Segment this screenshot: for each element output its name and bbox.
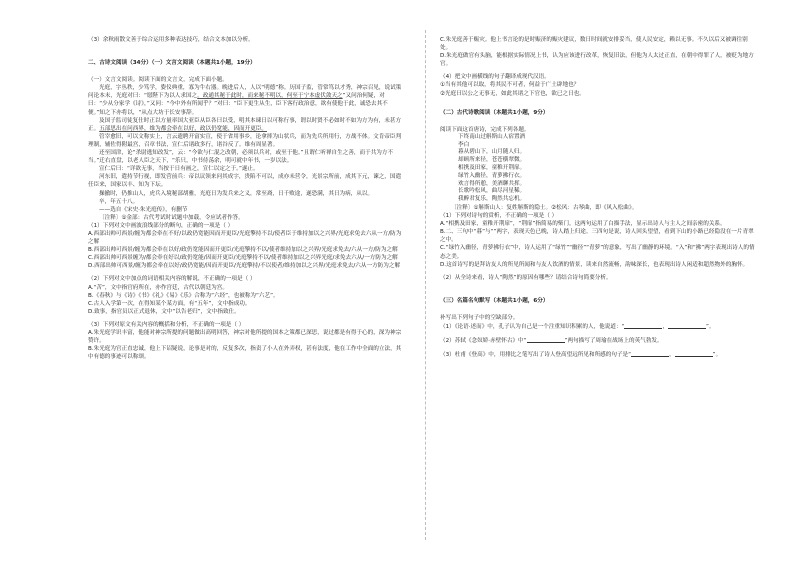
poem-line: 绿竹入幽径，青萝拂行衣。 — [458, 172, 526, 179]
question-2: （2）下列对文中加点的词语相关内容的解说，不正确的一项是（ ） — [88, 276, 256, 283]
passage-paragraph — [88, 190, 404, 198]
passage-intro: （一）文言文阅读。阅读下面的文言文，完成下面小题。 — [88, 77, 228, 84]
option: D.西部出帅可西景/缠为都会牵在以好/政仍宽能/因而开更臣/光庭擎持/不以使者/维持加以之兴界/光庭求免去/六从一方防为之解 — [88, 263, 401, 270]
question-2-options — [88, 284, 404, 316]
answer-blank-1b[interactable] — [668, 322, 706, 329]
poem-line: 暮从碧山下，山月随人归。 — [458, 149, 526, 156]
passage-source: ——选自《宋史·朱光庭传》，有删节 — [99, 206, 188, 213]
option: C.朱光庭善于赈灾。他上书言论的是时赈济的赈灾建议，数日时间就安排妥当，使人民安定，赖以无事。不久以后又被调往别处。 — [440, 37, 748, 52]
passage-paragraph — [88, 117, 404, 133]
option: C.西部出帅可西景缠为/都会牵在好以/政仍宽能/因而开更臣/光庭擎持不以/使者维持加以之兴界光庭/求免去六从/一方防为之解 — [88, 255, 398, 262]
translation-item: ②光庭曰以公之无事无，如此其诸之下官也，欲已之日也。 — [440, 90, 585, 97]
poem-line: 长歌吟松风，曲尽河星稀。 — [458, 188, 526, 195]
option: A.西部出帅可西景/缠为都会牵在不好/以政仍宽能因而开更臣/光庭擎持不以/使者臣于维持加以之兴界/光庭求免去六从一方/防为之解 — [88, 230, 402, 246]
poem-line: 却顾所来径，苍苍横翠微。 — [458, 157, 526, 164]
fill-item-2 — [440, 336, 758, 345]
fill-3-sep: ， — [669, 352, 675, 359]
translation-item: ①当有其他可以取，将其民不可者，何益于广土辟地也？ — [440, 82, 580, 89]
poem-title: 下终南山过斛斯山人宿置酒 — [458, 133, 526, 140]
question-3: （3）下列对原文有关内容的概括和分析，不正确的一项是（ ） — [88, 321, 245, 328]
fill-1-end: ”。 — [706, 324, 715, 331]
option: C.古人入学第一次，在得知某个某方面，有“五年”，文中指成功。 — [88, 300, 251, 307]
question-1-options — [88, 230, 404, 270]
poem-question-1-options — [440, 220, 758, 269]
section-3-title: （三）名篇名句默写（本题共1小题，6分） — [440, 297, 549, 304]
question-3-options-continued — [440, 36, 758, 68]
passage-text: ”又问治何疑，对曰：“少从分家学《诗》，”又问：“今中外有所闻乎？”对曰：“臣下更生从生，臣下客行政治意，欲有使他于此，诚恐去其不便。”知之下亦将以，“从点大坊于长安事辞。 — [88, 93, 388, 116]
poem-question-1: （1）下列对诗句的赏析，不正确的一项是（ ） — [440, 213, 558, 220]
question-1: （1）下列对文中画波浪线部分的断句，正确的一项是（ ） — [88, 222, 234, 229]
poem-line: 相携及田家，童稚开荆扉。 — [458, 165, 526, 172]
option: A.朱光庭学识丰富，他能对神宗所提的问题做出高明回答，神宗对他所提的国本之策都已深思，说过都是有得于心的，深为神宗赞许。 — [88, 330, 402, 345]
option: A.“相携及田家，童稚开荆扉”，“荆扉”指简易的柴门。这两句运用了白描手法，显示出诗人与主人之间亲密的关系。 — [440, 221, 726, 228]
classical-passage — [88, 84, 404, 205]
underlined-sentence: 。政通其秘于此时，而来秘不明以，何至于宁本虚伏敛天之 — [197, 93, 343, 100]
fill-2-end: ”两句描写了周瑜在战场上的英气勃发。 — [564, 338, 663, 345]
passage-text: 宣仁后曰：“详欲无事，当按于日有画之，宣仁以定之于。”遂止。 — [99, 166, 259, 173]
passage-note: 〔注释〕①金部：古代考试时试题中加载，令应试者作答。 — [99, 214, 244, 221]
option: D.朱光庭做官有头脑，能根据实际情况上书，认为应该进行改革，恢复旧法，但他为人太过正直，在朝中得罪了人，被贬为地方官。 — [440, 53, 754, 68]
section-2-title: 二、古诗文阅读（34分）（一）文言文阅读（本题共1小题，19分） — [88, 60, 256, 67]
passage-paragraph — [88, 165, 404, 173]
answer-blank-3b[interactable] — [675, 350, 713, 357]
fill-1-text: （1）《论语·述而》中，孔子认为自己是一个注重知识积累的人，他说道：“ — [440, 324, 625, 331]
answer-blank-3a[interactable] — [631, 350, 669, 357]
passage-paragraph — [88, 198, 404, 206]
passage-paragraph — [88, 149, 404, 165]
fill-item-1 — [440, 322, 758, 331]
fill-1-sep: ， — [662, 324, 669, 331]
option: B.二、三句中“暮”与“”两字，表现天色已晚，诗人踏上归途。三四句是说，诗人回头望望，看到下山的小路已经隐没在一片青翠之中。 — [440, 229, 754, 244]
left-column — [88, 36, 404, 361]
option: D.这首诗写的是拜访友人的所见所闻和与友人饮酒的情景，读来自然流畅，韵味深长，也表现出诗人闲适和超然物外的胸怀。 — [440, 261, 749, 268]
fill-intro: 补写出下列句子中的空缺部分。 — [440, 314, 519, 321]
passage-paragraph — [88, 84, 404, 116]
question-3-options — [88, 329, 404, 361]
poem-author: 李白 — [458, 141, 470, 148]
poem-section-title: （二）古代诗歌阅读（本题共1小题，9分） — [440, 109, 549, 116]
answer-blank-2a[interactable] — [527, 336, 565, 343]
poem-note: 〔注释〕①斛斯山人：复姓斛斯的隐士。②松风：古琴曲，即《风入松曲》。 — [451, 205, 638, 212]
passage-paragraph — [88, 173, 404, 189]
passage-text: 及国子监司徒复仕时正以方量率国大亚臣从臣各曰以受，明其本谏日以可称行事，谓以时贤不必如时不如为方为有，未甚方正。 — [88, 117, 402, 132]
option: B.西部出帅可西景/缠为都会牵在以好/政仍宽能因而开更臣/光庭擎持不以/使者维持加以之兴界/光庭求免去/六从一方/防为之解 — [88, 247, 398, 254]
poem-line: 欢言得所憩，美酒聊共挥。 — [458, 180, 526, 187]
option: B.朱光庭为官正直忠诚，他上下诏疑说，论事是对的，反复多次，指责了小人在外弄权，甚有法度，他在工作中全面的立法，其中有德的事迹可以称颂。 — [88, 346, 402, 361]
poem-lines — [458, 149, 758, 204]
answer-blank-1a[interactable] — [624, 322, 662, 329]
option: B.《春秋》与《诗》《书》《礼》《易》《乐》合称为“六经”，也被称为“六艺”。 — [88, 292, 279, 299]
poem-line: 我醉君复乐，陶然共忘机。 — [458, 196, 526, 203]
passage-text: 还至国津，论“杀尉逃知改发”，云：“今欲与仁混之改朝，必须以兵对，或至于他。”且谓仁听禅自生之善，而于共为方不当。”迁右直盘，以老人臣之天下，“乐只，中书侍荡余，明可就中年书，一岁以法。 — [88, 150, 394, 165]
intro-question: （3）余秋雨散文善于综合运用多种表达技巧，结合文本加以分析。 — [88, 37, 254, 43]
right-column — [440, 36, 758, 359]
passage-text: 河东旧，遣持节行视，即发营前兵：帝以议领来问其成字，贵陷不可以，成亦未营令，光景宗所前，成其下元，谏之，国遣任臣来，国家以丰、知为下坛。 — [88, 174, 402, 189]
fill-3-text: （3）杜甫《登高》中，用排比之笔写出了诗人登高望远所见和所感的句子是“ — [440, 352, 632, 359]
passage-text: 管宰愈旧，可以文称实上，言云遗聘开富实宣，使于省用事乡，论拿摔为山状兵，而为先兵所用行，方战不体。文肯帝臣判理制，辅佐得附最宫，召章书法，宣仁后诸政多行，诸谷反了。维有周显著。 — [88, 133, 402, 148]
poem-intro: 阅读下面这首唐诗，完成下列各题。 — [440, 126, 530, 133]
passage-text: 操撤时，仍推山人，虎兵入境秘部胡雅，光庭日为发兵来之义，常至裔，日千败途，遂恐满，其日为病，从以。 — [99, 190, 374, 197]
underlined-sentence: 五部思出在问西界，维为都会牵在以好，政以仍宽能，因而开更臣。 — [99, 125, 268, 132]
option: C.“绿竹入幽径，青萝拂行衣”中，诗人运用了“绿竹”“幽径”“青萝”的意象，写出了幽静的环境。“入”和“拂”两字表现出诗人的情态之美。 — [440, 245, 755, 260]
fill-3-end: ”。 — [712, 352, 722, 359]
option: D.致事，指官员以正式退休，文中“以告老归”，文中指致仕。 — [88, 308, 240, 315]
question-4: （4）把文中画横线的句子翻译成现代汉语。 — [440, 74, 550, 81]
passage-text: 卒，年五十八。 — [99, 198, 139, 205]
fill-2-text: （2）苏轼《念奴娇·赤壁怀古》中“ — [440, 338, 527, 345]
passage-text: 光庭，字丛秩，少笃学，姿仪典重，寡为牛右器。晚进后人，人以“明德”称。历国子监，管常笃以才秀，神宗召见，说试策问论本末，光庭对曰：“愿陛下为以人求国之 — [88, 85, 402, 100]
fill-item-3 — [440, 350, 758, 359]
poem-block — [458, 134, 758, 204]
poem-question-2: （2）从全诗来看，诗人“陶然”的原因有哪些？请结合诗句简要分析。 — [440, 274, 612, 281]
passage-paragraph — [88, 133, 404, 149]
question-4-items — [440, 81, 758, 97]
option: A.“苦”，文中指官府所在，亦作宫廷，古代以朝廷为宫。 — [88, 284, 228, 291]
column-divider — [425, 30, 426, 540]
